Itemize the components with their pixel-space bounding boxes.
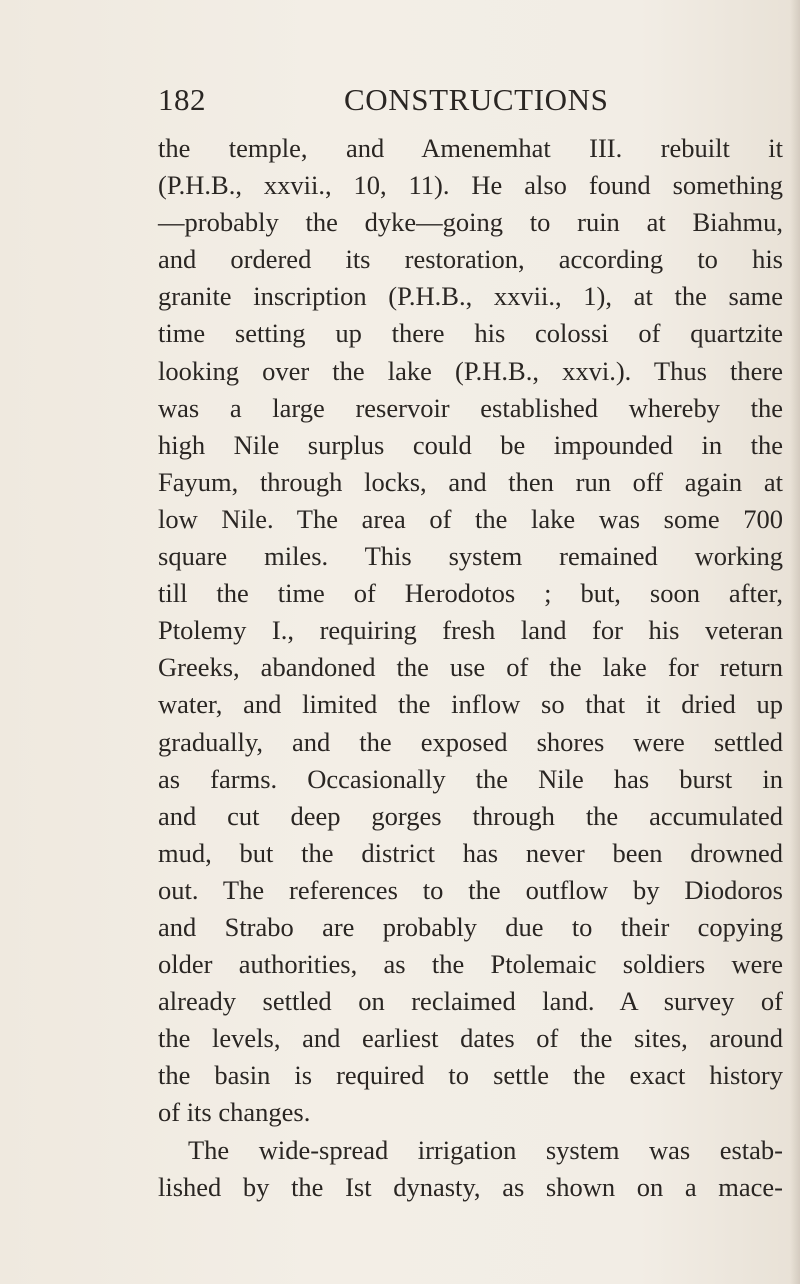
text-line: The wide-spread irrigation system was estab- <box>188 1134 783 1165</box>
text-line: granite inscription (P.H.B., xxvii., 1), at the same <box>158 281 783 312</box>
text-line: water, and limited the inflow so that it dried up <box>158 689 783 720</box>
text-line: was a large reservoir established whereby the <box>158 392 783 423</box>
text-line: Ptolemy I., requiring fresh land for his veteran <box>158 615 783 646</box>
text-line: and cut deep gorges through the accumulated <box>158 800 783 831</box>
page-edge-shadow <box>790 0 800 1284</box>
text-line: mud, but the district has never been drowned <box>158 837 783 868</box>
page-number: 182 <box>158 82 206 117</box>
text-line: the levels, and earliest dates of the sites, around <box>158 1023 783 1054</box>
text-line: (P.H.B., xxvii., 10, 11). He also found something <box>158 170 783 201</box>
text-line: already settled on reclaimed land. A survey of <box>158 986 783 1017</box>
text-line: gradually, and the exposed shores were settled <box>158 726 783 757</box>
text-line: out. The references to the outflow by Diodoros <box>158 874 783 905</box>
text-line: square miles. This system remained working <box>158 541 783 572</box>
text-line: of its changes. <box>158 1097 311 1128</box>
text-line: high Nile surplus could be impounded in the <box>158 429 783 460</box>
text-line: and Strabo are probably due to their copying <box>158 911 783 942</box>
running-head: CONSTRUCTIONS <box>344 82 609 117</box>
text-line: —probably the dyke—going to ruin at Biahmu, <box>158 207 783 238</box>
text-line: the basin is required to settle the exact history <box>158 1060 783 1091</box>
body-text <box>158 130 783 1206</box>
text-line: lished by the Ist dynasty, as shown on a mace- <box>158 1171 783 1202</box>
text-line: and ordered its restoration, according to his <box>158 244 783 275</box>
text-line: the temple, and Amenemhat III. rebuilt it <box>158 133 783 163</box>
text-line: Greeks, abandoned the use of the lake for return <box>158 652 783 683</box>
text-line: till the time of Herodotos ; but, soon after, <box>158 578 783 609</box>
text-line: low Nile. The area of the lake was some 700 <box>158 503 783 534</box>
text-line: as farms. Occasionally the Nile has burst in <box>158 763 783 794</box>
text-line: older authorities, as the Ptolemaic soldiers were <box>158 949 783 980</box>
text-line: time setting up there his colossi of quartzite <box>158 318 783 349</box>
text-line: Fayum, through locks, and then run off again at <box>158 466 783 497</box>
text-line: looking over the lake (P.H.B., xxvi.). Thus there <box>158 355 783 386</box>
page-header <box>158 82 643 122</box>
